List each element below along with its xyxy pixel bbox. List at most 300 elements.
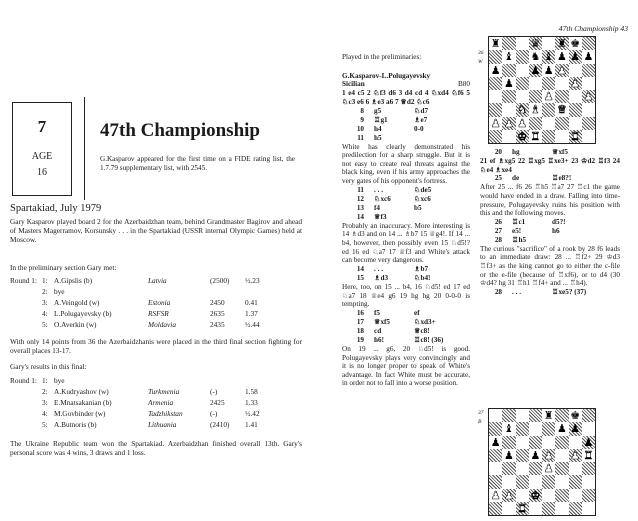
move-cell: 28 (494, 235, 502, 244)
chess-piece-icon: ♝ (503, 422, 514, 436)
board-square (529, 103, 542, 116)
cell-rd: 1: (42, 276, 48, 285)
chess-piece-icon: ♜ (517, 501, 528, 515)
board-square (569, 409, 582, 422)
board-square (516, 475, 529, 488)
cell-place: Tadzhikstan (148, 409, 183, 418)
board-square (489, 90, 502, 103)
opening: Sicilian (342, 80, 365, 89)
chess-piece-icon: ♜ (583, 448, 594, 462)
move-cell: ♗d3 (374, 273, 389, 282)
board-square (582, 117, 595, 130)
chess-piece-icon: ♝ (543, 50, 554, 64)
board-square (542, 64, 555, 77)
board-square (569, 103, 582, 116)
cell-rd: 5: (42, 320, 48, 329)
move-cell: 26 (494, 217, 502, 226)
paragraph: Gary Kasparov played board 2 for the Azerbaidzhan team, behind Grandmaster Bagirov and ahead of Masters Magerramov, Korsunsky . . . in the Spartakiad (USSR internal Olympic Games) held at Moscow. (10, 217, 302, 244)
board-square (489, 50, 502, 63)
board-square (542, 422, 555, 435)
board-square (569, 462, 582, 475)
board-square (489, 64, 502, 77)
board-square (489, 449, 502, 462)
age-label: AGE (31, 151, 53, 162)
move-row (342, 107, 470, 116)
move-cell: ef (414, 308, 420, 317)
move-cell: 19 (356, 335, 364, 344)
move-cell: h6 (552, 226, 560, 235)
move-cell: de (512, 174, 520, 183)
board-square (569, 77, 582, 90)
result-row (10, 276, 310, 287)
move-row (342, 125, 470, 134)
board-square (529, 436, 542, 449)
board-square (529, 64, 542, 77)
move-cell: h6! (374, 335, 384, 344)
move-row (480, 174, 620, 183)
cell-name: L.Polugayevsky (b) (54, 309, 112, 318)
board-square (542, 37, 555, 50)
board-square (569, 50, 582, 63)
board-square (582, 130, 595, 143)
move-cell: 11 (357, 133, 364, 142)
board-square (542, 117, 555, 130)
chess-piece-icon: ♚ (530, 488, 541, 502)
result-row (10, 309, 310, 320)
cell-score: 1.41 (245, 420, 258, 429)
move-row (342, 195, 470, 204)
chess-piece-icon: ♜ (530, 129, 541, 143)
cell-name: A.Veingold (w) (54, 298, 100, 307)
chess-piece-icon: ♟ (503, 448, 514, 462)
chess-piece-icon: ♞ (517, 103, 528, 117)
move-cell: ♕f3 (374, 212, 387, 221)
annotation: Probably an inaccuracy. More interesting is 14 ♗d3 and on 14 ... ♗b7 15 ♕g4!. If 14 ... b4, however, then possibly even 15 ♘d5!? ed 16 ed ♘a7 17 ♕f3 and White's attack can become very dangerous. (342, 221, 470, 265)
cell-rd: 2: (42, 287, 48, 296)
board-square (502, 90, 515, 103)
chess-piece-icon: ♟ (556, 63, 567, 77)
move-row (342, 116, 470, 125)
cell-rd: 4: (42, 409, 48, 418)
move-row (480, 236, 620, 245)
move-cell: d5?! (552, 217, 566, 226)
board-square (555, 50, 568, 63)
chapter-title: 47th Championship (100, 120, 260, 141)
board-square (529, 422, 542, 435)
board-square (529, 130, 542, 143)
annotation: 21 ef ♗xg5 22 ♖xg5 ♖xe3+ 23 ♔d2 ♖f3 24 ♘e4 ♗xe4 (480, 157, 620, 174)
board-square (582, 37, 595, 50)
cell-place: Moldavia (148, 320, 176, 329)
board-square (516, 436, 529, 449)
board-square (489, 436, 502, 449)
board-square (582, 77, 595, 90)
board-square (489, 502, 502, 515)
move-row (342, 134, 470, 143)
paragraph: With only 14 points from 36 the Azerbaidzhanis were placed in the third final section fighting for overall places 13-17. (10, 337, 302, 355)
annotation: On 19 ... g6, 20 ♘d5! is good. Polugayevsky plays very convincingly and it is no longer proper to speak of White's advantage. In fact White must be accurate, in order not to fall into a worse position. (342, 344, 470, 388)
board-square (516, 462, 529, 475)
paragraph: In the preliminary section Gary met: (10, 263, 117, 272)
chess-piece-icon: ♛ (530, 37, 541, 50)
move-cell: 14 (356, 212, 364, 221)
chess-piece-icon: ♟ (543, 90, 554, 103)
chess-piece-icon: ♟ (530, 448, 541, 462)
board-square (502, 489, 515, 502)
move-cell: . . . (512, 288, 521, 297)
move-cell: ♘b4! (414, 273, 431, 282)
board-square (529, 502, 542, 515)
board-square (555, 449, 568, 462)
chess-piece-icon: ♟ (543, 448, 554, 462)
move-row (342, 213, 470, 222)
cell-rd: 3: (42, 298, 48, 307)
board-square (529, 77, 542, 90)
chess-piece-icon: ♚ (570, 37, 581, 50)
board-square (582, 422, 595, 435)
board-square (542, 489, 555, 502)
board-square (555, 436, 568, 449)
chess-piece-icon: ♟ (490, 488, 501, 502)
chess-diagram-36 (488, 36, 596, 144)
move-cell: ♘xc6 (374, 194, 391, 203)
cell-rating: 2450 (210, 298, 225, 307)
move-cell: 8 (360, 106, 364, 115)
board-square (502, 37, 515, 50)
board-square (489, 462, 502, 475)
move-cell: 12 (356, 194, 364, 203)
chess-diagram-37 (488, 408, 596, 516)
cell-place: Estonia (148, 298, 171, 307)
board-square (529, 90, 542, 103)
intro-text: G.Kasparov appeared for the first time on a FIDE rating list, the 1.7.79 supplementary list, with 2545. (100, 155, 295, 172)
board-square (489, 422, 502, 435)
chess-piece-icon: ♟ (583, 50, 594, 64)
move-row (342, 204, 470, 213)
move-cell: ♖xe5? (37) (552, 288, 587, 297)
board-square (502, 130, 515, 143)
cell-rating: (2500) (210, 276, 230, 285)
move-cell: 10 (356, 124, 364, 133)
game-column-2 (480, 148, 620, 297)
chess-piece-icon: ♚ (517, 129, 528, 143)
board-square (516, 502, 529, 515)
chess-piece-icon: ♟ (503, 116, 514, 130)
move-row (342, 318, 470, 327)
board-square (502, 502, 515, 515)
board-square (489, 37, 502, 50)
board-square (555, 462, 568, 475)
section-heading: Spartakiad, July 1979 (10, 203, 102, 214)
move-cell: h4 (374, 124, 382, 133)
chess-piece-icon: ♟ (503, 76, 514, 90)
board-square (542, 50, 555, 63)
running-header: 47th Championship 43 (558, 24, 628, 33)
move-cell: ♖c1 (512, 217, 526, 226)
cell-rd: 4: (42, 309, 48, 318)
board-square (529, 37, 542, 50)
board-square (502, 462, 515, 475)
result-row (10, 409, 310, 420)
move-cell: g5 (374, 106, 382, 115)
chess-piece-icon: ♟ (530, 63, 541, 77)
players: G.Kasparov-L.Polugayevsky (342, 71, 431, 80)
chapter-number: 7 (37, 117, 47, 136)
board-square (555, 117, 568, 130)
move-row (342, 274, 470, 283)
chess-piece-icon: ♟ (543, 63, 554, 77)
board-square (555, 422, 568, 435)
round-label: Round 1: (10, 376, 37, 385)
board-square (569, 449, 582, 462)
annotation: White has clearly demonstrated his predilection for a sharp struggle. But it is not easy to create real threats against the black king, even if his army approaches the very gates of his opponent's fortress. (342, 142, 470, 186)
board-square (516, 409, 529, 422)
move-row (342, 265, 470, 274)
board-square (542, 502, 555, 515)
move-cell: 25 (494, 174, 502, 183)
board-square (569, 502, 582, 515)
cell-name: O.Averkin (w) (54, 320, 97, 329)
cell-score: ½.23 (245, 276, 260, 285)
move-cell: ♕xf5 (374, 317, 391, 326)
cell-name: A.Kudryashov (w) (54, 387, 109, 396)
move-cell: f5 (374, 308, 380, 317)
diagram-side: B (478, 419, 482, 425)
cell-rd: 3: (42, 398, 48, 407)
board-square (502, 77, 515, 90)
move-cell: 20 (494, 148, 502, 156)
move-row (480, 227, 620, 236)
move-cell: . . . (374, 185, 383, 194)
round-label: Round 1: (10, 276, 37, 285)
cell-score: 1.58 (245, 387, 258, 396)
board-square (569, 475, 582, 488)
chess-piece-icon: ♟ (570, 448, 581, 462)
board-square (542, 77, 555, 90)
chess-piece-icon: ♟ (490, 435, 501, 449)
move-cell: 18 (356, 326, 364, 335)
board-square (529, 50, 542, 63)
board-square (555, 77, 568, 90)
board-square (502, 475, 515, 488)
move-cell: f4 (374, 203, 380, 212)
chess-piece-icon: ♚ (570, 409, 581, 422)
board-square (516, 449, 529, 462)
cell-rating: (-) (210, 409, 218, 418)
board-square (529, 449, 542, 462)
result-row (10, 398, 310, 409)
chess-piece-icon: ♟ (570, 50, 581, 64)
board-square (555, 475, 568, 488)
board-square (569, 90, 582, 103)
chess-piece-icon: ♟ (543, 462, 554, 475)
chess-piece-icon: ♞ (530, 50, 541, 64)
cell-rating: 2425 (210, 398, 225, 407)
cell-score: 1.37 (245, 309, 258, 318)
move-cell: ♘d7 (414, 106, 429, 115)
chess-piece-icon: ♝ (530, 103, 541, 117)
board-square (502, 449, 515, 462)
board-square (529, 475, 542, 488)
board-square (516, 422, 529, 435)
board-square (569, 64, 582, 77)
board-square (502, 117, 515, 130)
cell-rating: 2435 (210, 320, 225, 329)
move-cell: ♖h5 (512, 235, 527, 244)
move-row (480, 148, 620, 157)
cell-rd: 5: (42, 420, 48, 429)
move-row (342, 336, 470, 345)
move-cell: 9 (360, 115, 364, 124)
move-cell: b5 (414, 203, 422, 212)
board-square (582, 449, 595, 462)
result-row (10, 287, 310, 298)
cell-name: M.Govbinder (w) (54, 409, 106, 418)
eco-code: B80 (458, 80, 470, 89)
chess-piece-icon: ♜ (543, 409, 554, 422)
board-square (569, 37, 582, 50)
board-square (516, 489, 529, 502)
board-square (582, 90, 595, 103)
board-square (542, 475, 555, 488)
move-cell: 11 (357, 185, 364, 194)
cell-place: RSFSR (148, 309, 169, 318)
move-row (342, 309, 470, 318)
board-square (569, 117, 582, 130)
cell-score: 1.33 (245, 398, 258, 407)
cell-name: bye (54, 287, 65, 296)
chess-piece-icon: ♜ (556, 37, 567, 50)
board-square (582, 436, 595, 449)
board-square (502, 436, 515, 449)
chess-piece-icon: ♟ (570, 422, 581, 436)
cell-place: Armenia (148, 398, 174, 407)
cell-score: ½.44 (245, 320, 260, 329)
cell-rd: 1: (42, 376, 48, 385)
board-square (582, 489, 595, 502)
annotation: Here, too, on 15 ... b4, 16 ♘d5! ed 17 ed ♘a7 18 ♕e4 g6 19 hg hg 20 0-0-0 is tempting. (342, 282, 470, 309)
board-square (529, 409, 542, 422)
board-square (502, 64, 515, 77)
cell-name: bye (54, 376, 65, 385)
chapter-box (12, 102, 72, 196)
board-square (582, 64, 595, 77)
chess-piece-icon: ♟ (517, 116, 528, 130)
cell-rd: 2: (42, 387, 48, 396)
chess-piece-icon: ♜ (490, 37, 501, 50)
board-square (529, 462, 542, 475)
result-row (10, 298, 310, 309)
lead-text: Played in the preliminaries: (342, 53, 422, 61)
cell-name: A.Butnoris (b) (54, 420, 97, 429)
move-cell: h5 (374, 133, 382, 142)
cell-place: Latvia (148, 276, 167, 285)
board-square (489, 77, 502, 90)
board-square (502, 422, 515, 435)
board-square (555, 37, 568, 50)
move-cell: 14 (356, 264, 364, 273)
board-square (542, 103, 555, 116)
chess-piece-icon: ♟ (490, 116, 501, 130)
board-square (516, 90, 529, 103)
board-square (516, 64, 529, 77)
move-cell: ♖e8?! (552, 174, 572, 183)
result-row (10, 387, 310, 398)
board-square (489, 130, 502, 143)
chess-piece-icon: ♟ (583, 435, 594, 449)
board-square (516, 50, 529, 63)
board-square (529, 117, 542, 130)
board-square (569, 436, 582, 449)
board-square (516, 77, 529, 90)
board-square (555, 103, 568, 116)
board-square (582, 50, 595, 63)
cell-score: 0.41 (245, 298, 258, 307)
board-square (542, 90, 555, 103)
board-square (542, 462, 555, 475)
board-square (542, 130, 555, 143)
chess-piece-icon: ♛ (556, 103, 567, 117)
move-cell: 13 (356, 203, 364, 212)
diagram-number: 36 (478, 50, 484, 56)
cell-place: Turkmenia (148, 387, 180, 396)
annotation: After 25 ... f6 26 ♖h5 ♖a7 27 ♖c1 the game would have ended in a draw. Falling into time-pressure, Polugayevsky ruins his position with this and the following moves. (480, 183, 620, 218)
board-square (569, 489, 582, 502)
age-value: 16 (37, 167, 47, 178)
diagram-number: 37 (478, 410, 484, 416)
chess-piece-icon: ♟ (556, 50, 567, 64)
paragraph: Gary's results in this final: (10, 362, 87, 371)
board-square (582, 103, 595, 116)
board-square (582, 475, 595, 488)
board-square (555, 409, 568, 422)
cell-name: A.Gipslis (b) (54, 276, 93, 285)
diagram-side: W (478, 59, 483, 65)
move-cell: 16 (356, 308, 364, 317)
annotation: The curious "sacrifice" of a rook by 28 f6 leads to an immediate draw: 28 ... ♖f2+ 29 ♔d3 ♖f3+ as the king cannot go to either the c-file or the e-file (because of ♖xf6), or to d4 (30 ♔d4? hg 31 ♖h1 ♖f4+ and ... ♖h4). (480, 244, 620, 288)
move-row (480, 288, 620, 297)
chess-piece-icon: ♟ (583, 90, 594, 103)
board-square (489, 489, 502, 502)
cell-place: Lithuania (148, 420, 177, 429)
move-cell: 28 (494, 288, 502, 297)
board-square (582, 409, 595, 422)
board-square (502, 409, 515, 422)
move-cell: cd (374, 326, 382, 335)
result-row (10, 320, 310, 331)
board-square (542, 436, 555, 449)
paragraph: The Ukraine Republic team won the Spartakiad. Azerbaidzhan finished overall 13th. Gary's personal score was 4 wins, 3 draws and 1 loss. (10, 439, 302, 457)
move-cell: 15 (356, 273, 364, 282)
board-square (516, 37, 529, 50)
board-square (555, 489, 568, 502)
move-cell: 17 (356, 317, 364, 326)
result-row (10, 420, 310, 431)
move-cell: e5! (512, 226, 522, 235)
result-row (10, 376, 310, 387)
board-square (555, 90, 568, 103)
board-square (489, 475, 502, 488)
board-square (582, 502, 595, 515)
cell-name: E.Mnatsakanian (b) (54, 398, 112, 407)
game-column-1 (342, 53, 470, 388)
move-cell: ♕xf5 (552, 148, 569, 156)
board-square (542, 449, 555, 462)
move-cell: hg (512, 148, 520, 156)
board-square (569, 422, 582, 435)
board-square (516, 130, 529, 143)
board-square (582, 462, 595, 475)
